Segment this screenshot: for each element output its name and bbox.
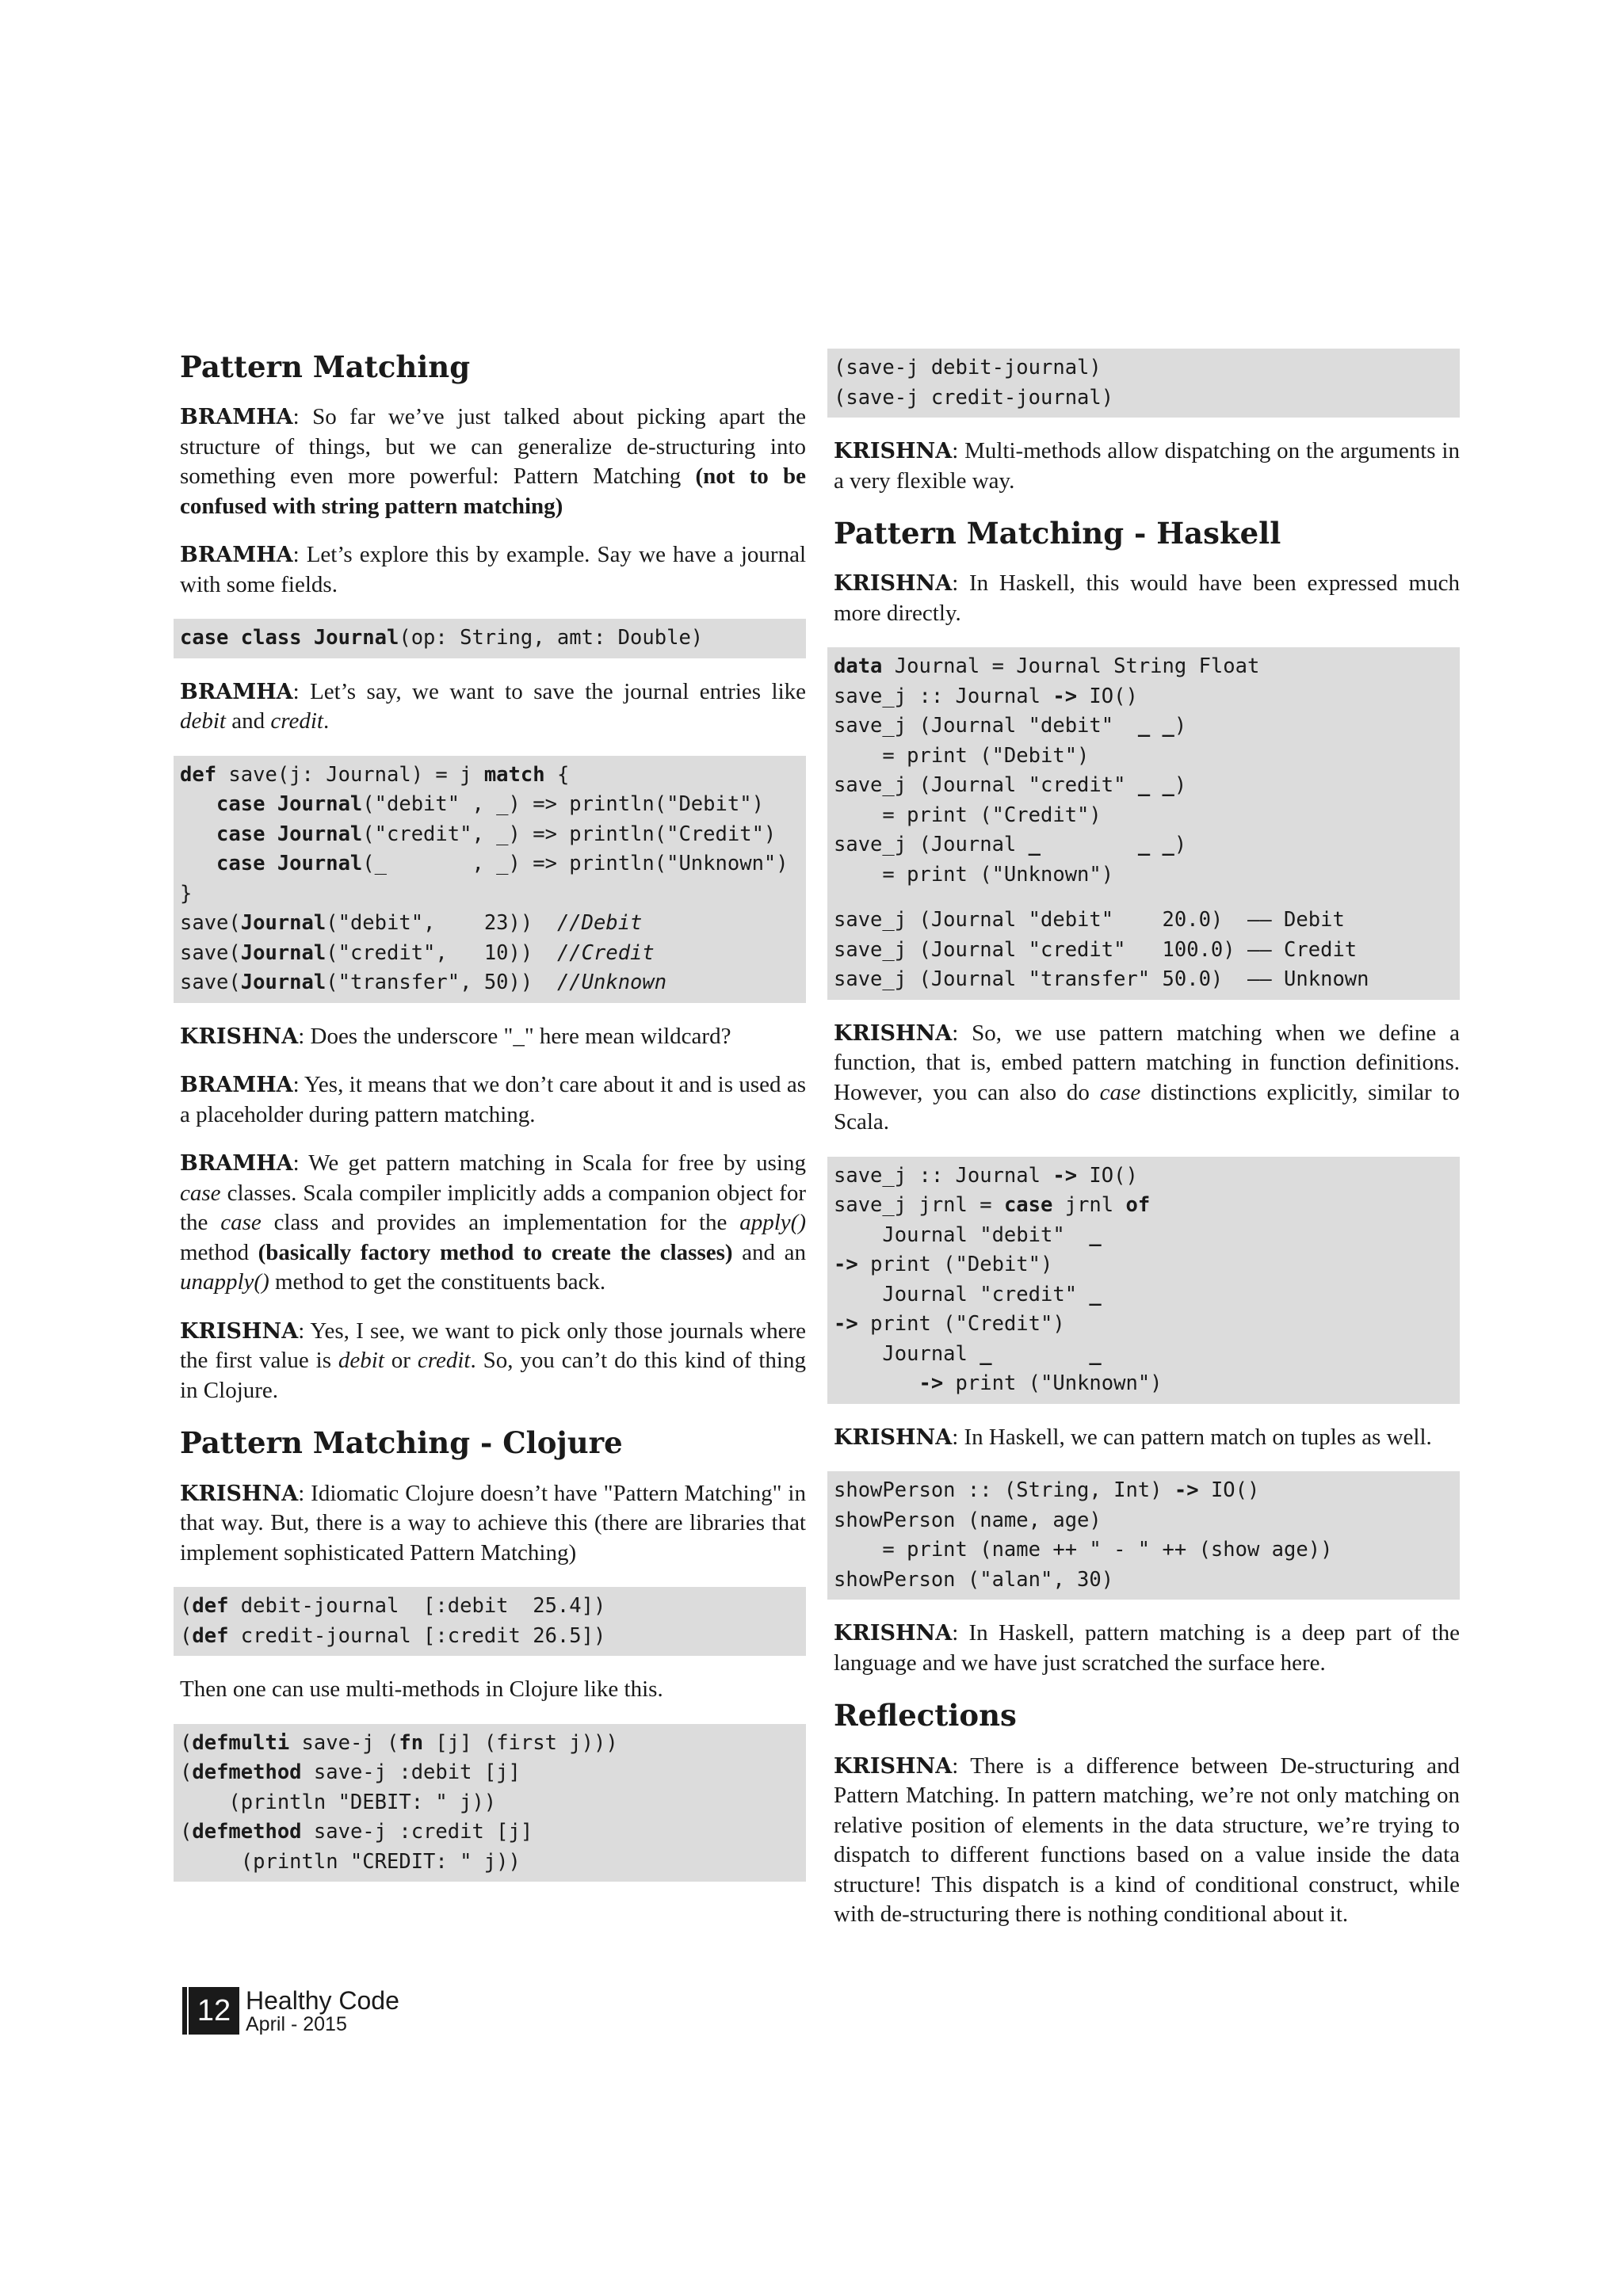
code-block-haskell-tuple: showPerson :: (String, Int) -> IO() showPerson (name, age) = print (name ++ " - " ++ (show age)) showPerson ("alan", 30) [827, 1471, 1460, 1600]
issue-date: April - 2015 [246, 2013, 347, 2035]
paragraph: BRAMHA: So far we’ve just talked about picking apart the structure of things, but we can generalize de-structuring into something even more powerful: Pattern Matching (not to be confused with string pattern matching) [180, 404, 806, 519]
code-block-clojure-multimethod: (defmulti save-j (fn [j] (first j))) (defmethod save-j :debit [j] (println "DEBIT: " j)) (defmethod save-j :credit [j] (println "CREDIT: " j)) [174, 1724, 806, 1882]
code-block-haskell-case: save_j :: Journal -> IO() save_j jrnl = case jrnl of Journal "debit" _ -> print ("Debit") Journal "credit" _ -> print ("Credit") Journal _ _ -> print ("Unknown") [827, 1157, 1460, 1404]
paragraph: BRAMHA: Yes, it means that we don’t care about it and is used as a placeholder during pattern matching. [180, 1072, 806, 1127]
code-block-scala-match: def save(j: Journal) = j match { case Journal("debit" , _) => println("Debit") case Journal("credit", _) => println("Credit") case Journal(_ , _) => println("Unknown") } save(Journal("debit", 23)) //Debit save(Journal("credit", 10)) //Credit save(Journal("transfer", 50)) //Unknown [174, 756, 806, 1003]
paragraph: KRISHNA: Yes, I see, we want to pick only those journals where the first value is debit or credit. So, you can’t do this kind of thing in Clojure. [180, 1318, 806, 1403]
heading-pattern-matching: Pattern Matching [180, 349, 471, 384]
page-number: 12 [189, 1987, 239, 2035]
paragraph: KRISHNA: Does the underscore "_" here mean wildcard? [180, 1023, 731, 1049]
paragraph: KRISHNA: In Haskell, pattern matching is a deep part of the language and we have just scratched the surface here. [834, 1620, 1460, 1676]
left-column [180, 349, 806, 1901]
heading-reflections: Reflections [834, 1698, 1017, 1733]
paragraph: BRAMHA: Let’s say, we want to save the journal entries like debit and credit. [180, 678, 806, 734]
paragraph: KRISHNA: Multi-methods allow dispatching on the arguments in a very flexible way. [834, 438, 1460, 494]
code-block-haskell-data: data Journal = Journal String Float save_j :: Journal -> IO() save_j (Journal "debit" _ _) = print ("Debit") save_j (Journal "credit" _ _) = print ("Credit") save_j (Journal _ _ _) = print ("Unknown") [827, 647, 1460, 901]
page-footer [182, 1987, 399, 2035]
code-block-clojure-call: (save-j debit-journal) (save-j credit-journal) [827, 349, 1460, 418]
paragraph: KRISHNA: In Haskell, we can pattern match on tuples as well. [834, 1424, 1432, 1450]
code-block-clojure-def: (def debit-journal [:debit 25.4]) (def credit-journal [:credit 26.5]) [174, 1587, 806, 1656]
paragraph: BRAMHA: We get pattern matching in Scala for free by using case classes. Scala compiler implicitly adds a companion object for the case class and provides an implementation for the apply() method (basically factory method to create the classes) and an unapply() method to get the constituents back. [180, 1150, 806, 1295]
right-column [834, 349, 1460, 1949]
paragraph: KRISHNA: There is a difference between De-structuring and Pattern Matching. In pattern matching, we’re not only matching on relative position of elements in the data structure, we’re trying to dispatch to different functions based on a value inside the data structure! This dispatch is a kind of conditional construct, while with de-structuring there is nothing conditional about it. [834, 1753, 1460, 1927]
magazine-name: Healthy Code [246, 1986, 399, 2015]
paragraph: Then one can use multi-methods in Clojure like this. [180, 1676, 663, 1702]
paragraph: KRISHNA: Idiomatic Clojure doesn’t have "Pattern Matching" in that way. But, there is a way to achieve this (there are libraries that implement sophisticated Pattern Matching) [180, 1480, 806, 1566]
code-block-scala-case-class: case class Journal(op: String, amt: Double) [174, 619, 806, 658]
code-block-haskell-calls: save_j (Journal "debit" 20.0) –– Debit save_j (Journal "credit" 100.0) –– Credit save_j (Journal "transfer" 50.0) –– Unknown [827, 901, 1460, 1000]
heading-pattern-matching-clojure: Pattern Matching - Clojure [180, 1425, 623, 1461]
paragraph: KRISHNA: So, we use pattern matching when we define a function, that is, embed pattern matching in function definitions. However, you can also do case distinctions explicitly, similar to Scala. [834, 1020, 1460, 1135]
paragraph: BRAMHA: Let’s explore this by example. Say we have a journal with some fields. [180, 542, 806, 597]
footer-bar [182, 1987, 187, 2035]
publication-info [246, 1987, 399, 2035]
paragraph: KRISHNA: In Haskell, this would have been expressed much more directly. [834, 570, 1460, 626]
heading-pattern-matching-haskell: Pattern Matching - Haskell [834, 516, 1281, 551]
